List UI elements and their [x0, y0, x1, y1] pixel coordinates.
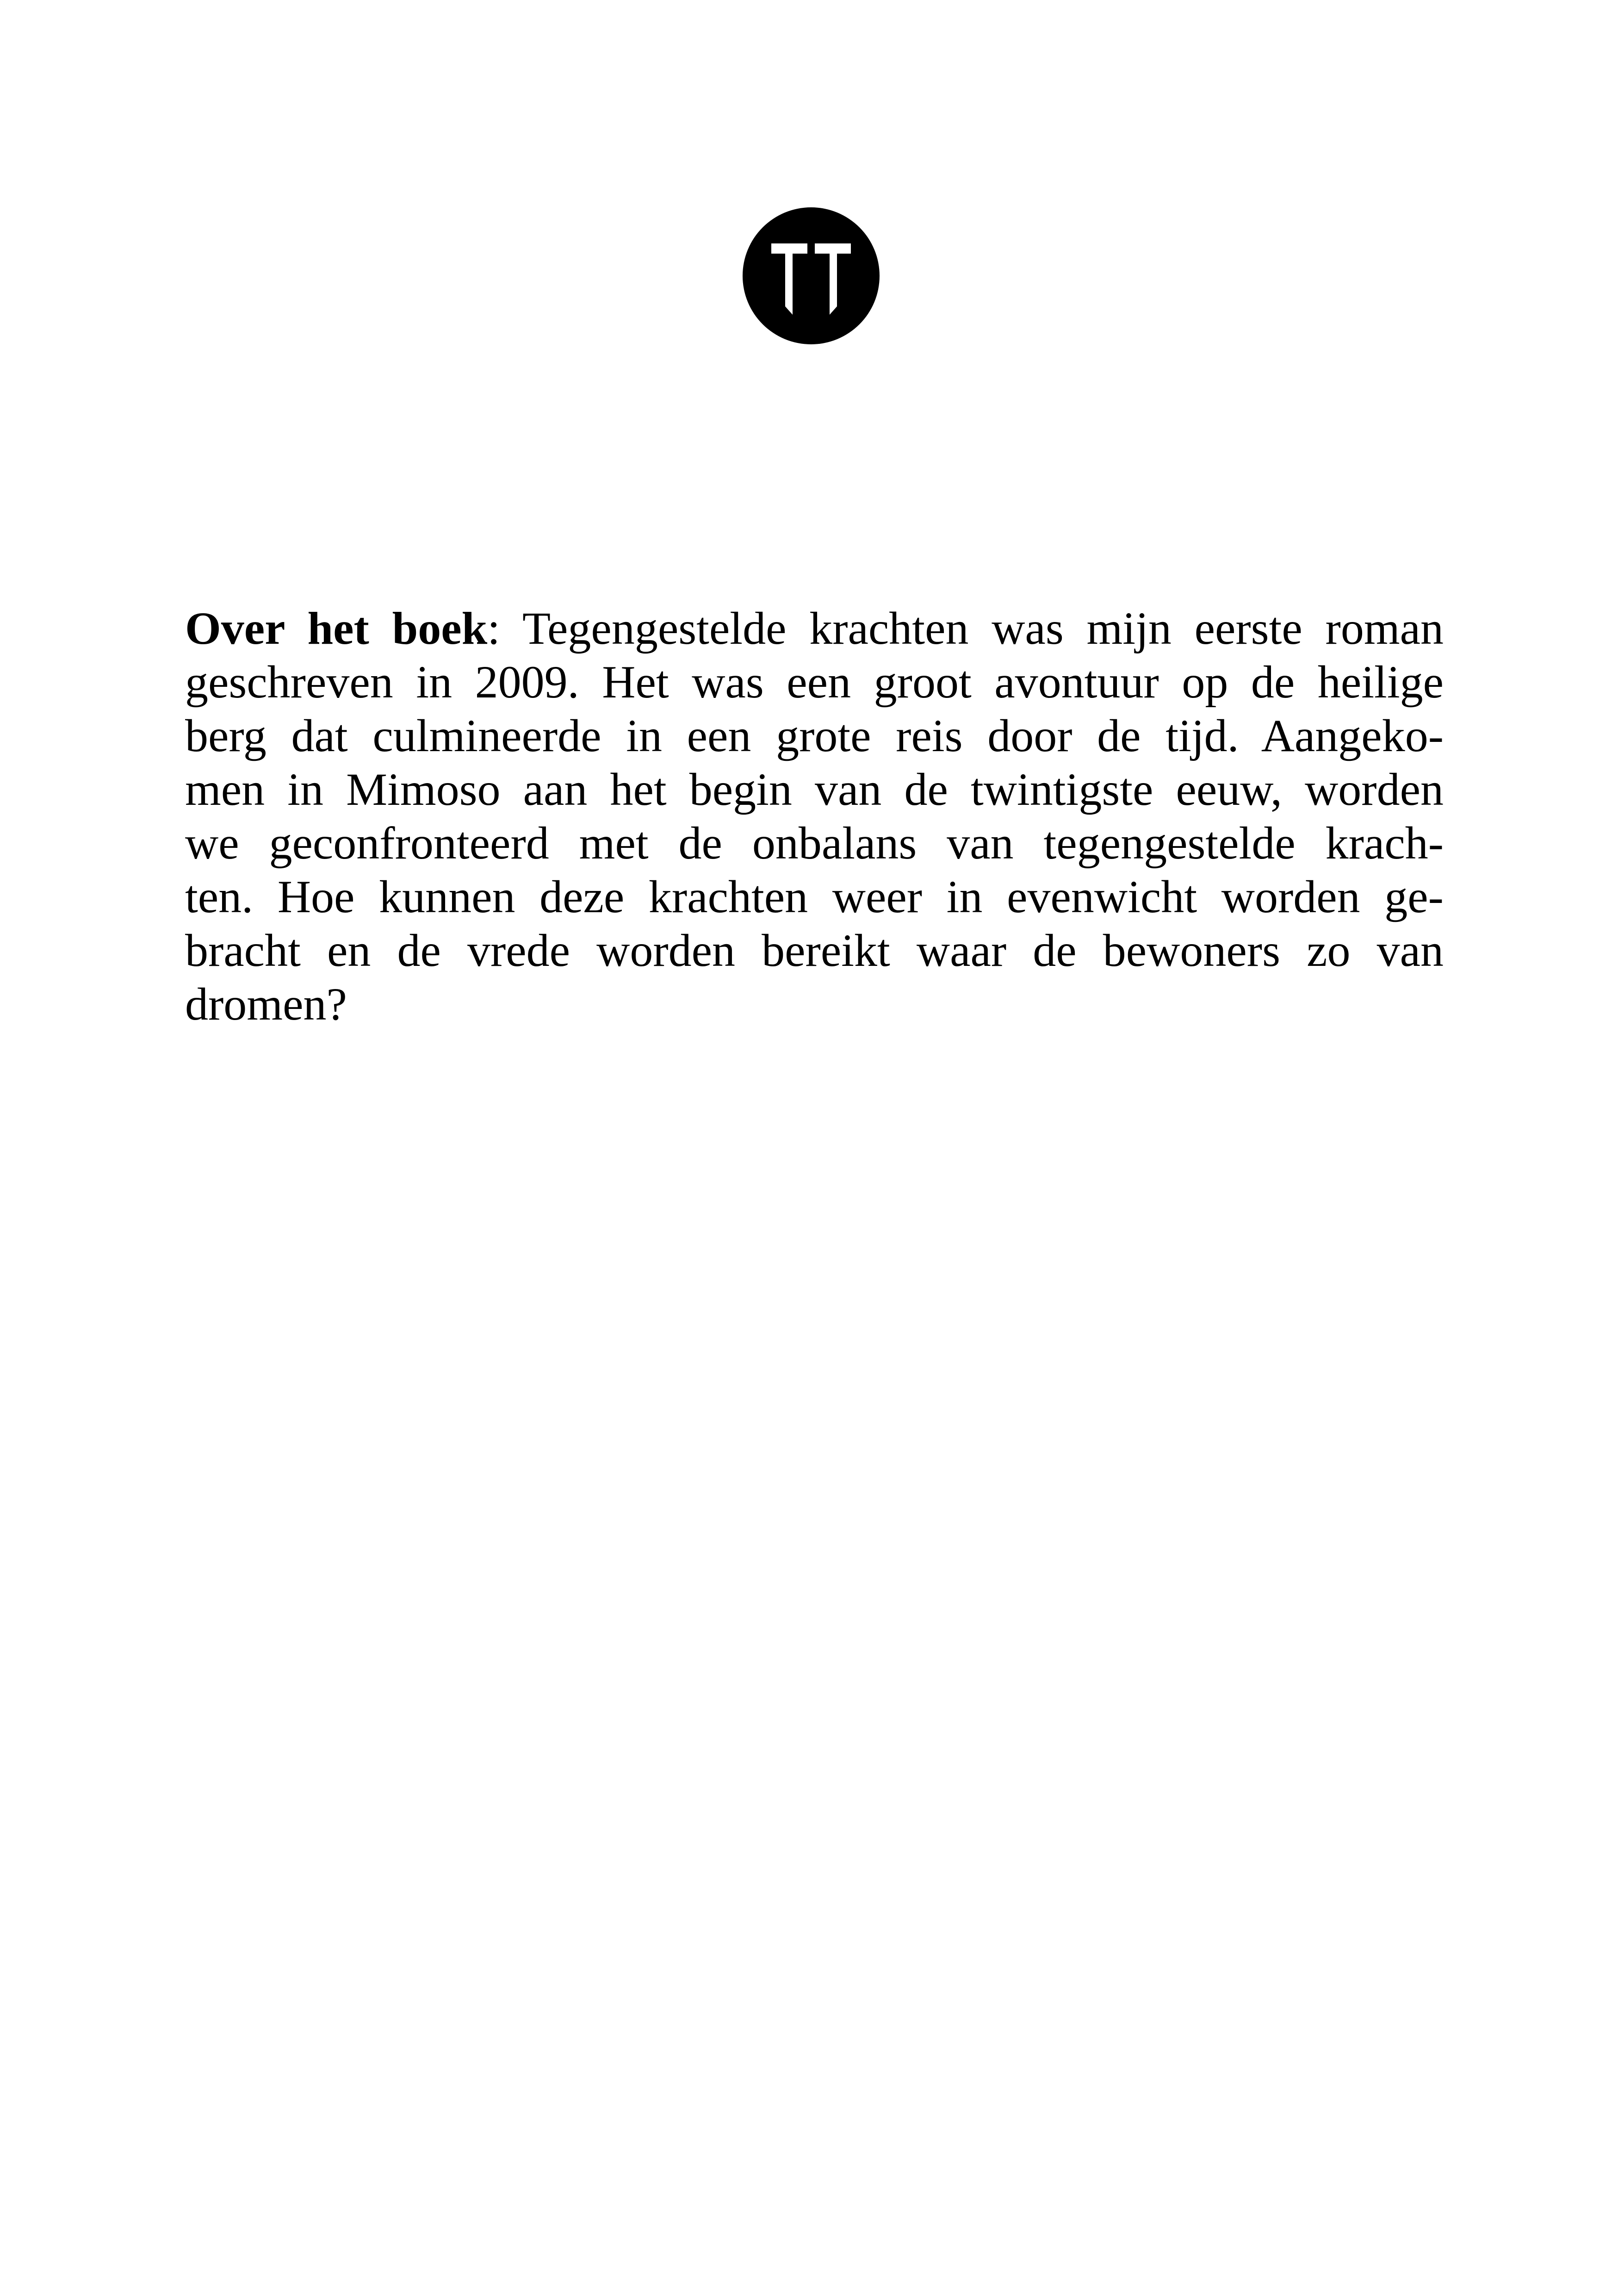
paragraph-line: men in Mimoso aan het begin van de twintigste eeuw, worden: [185, 764, 1444, 815]
paragraph-line: [185, 602, 1444, 655]
paragraph-line: berg dat culmineerde in een grote reis door de tijd. Aangeko-: [185, 710, 1444, 761]
about-intro-text: : Tegengestelde krachten was mijn eerste roman: [487, 603, 1444, 654]
paragraph-line: dromen?: [185, 978, 347, 1030]
about-book-paragraph: [185, 602, 1444, 1031]
paragraph-line: ten. Hoe kunnen deze krachten weer in evenwicht worden ge-: [185, 871, 1444, 922]
publisher-logo-icon: [743, 207, 880, 344]
about-label: Over het boek: [185, 603, 488, 654]
publisher-logo-svg: [743, 207, 880, 344]
paragraph-line: bracht en de vrede worden bereikt waar de bewoners zo van: [185, 925, 1444, 976]
paragraph-line: geschreven in 2009. Het was een groot avontuur op de heilige: [185, 656, 1444, 708]
paragraph-line: we geconfronteerd met de onbalans van tegengestelde krach-: [185, 817, 1444, 869]
